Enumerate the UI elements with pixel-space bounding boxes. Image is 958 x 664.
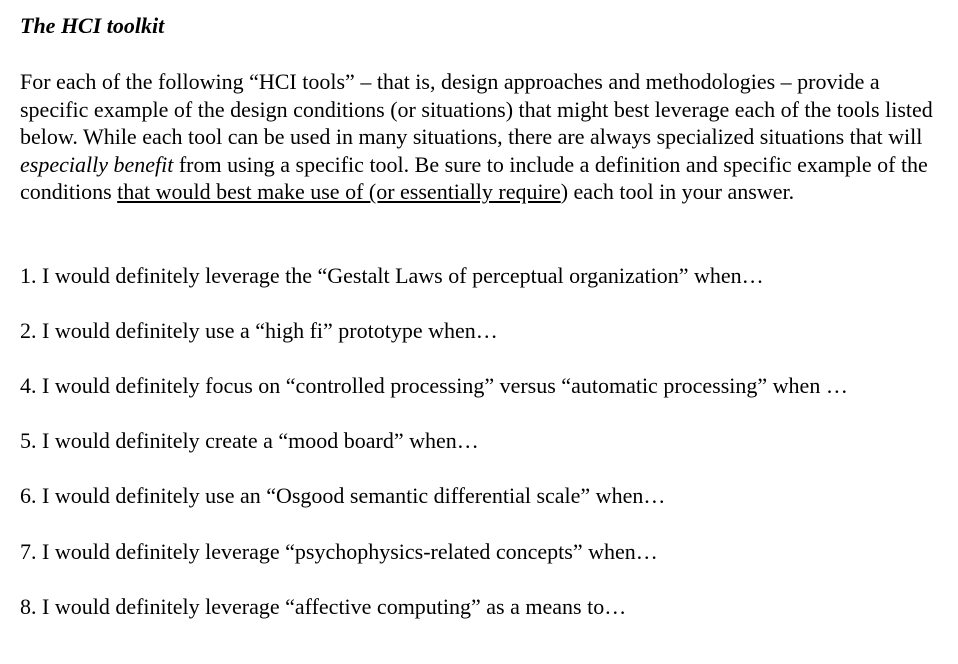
question-8: 8. I would definitely leverage “affective computing” as a means to… bbox=[20, 594, 627, 619]
question-7: 7. I would definitely leverage “psychophysics-related concepts” when… bbox=[20, 539, 658, 564]
intro-emphasis: especially benefit bbox=[20, 151, 174, 177]
intro-text-part3: ) each tool in your answer. bbox=[560, 179, 795, 205]
question-6: 6. I would definitely use an “Osgood semantic differential scale” when… bbox=[20, 483, 666, 508]
intro-text-part1: For each of the following “HCI tools” – that is, design approaches and methodologies – provide a specific example of the design conditions (or situations) that might best leverage each of the tools listed below. While each tool can be used in many situations, there are always specialized situations that will bbox=[20, 69, 933, 150]
question-1: 1. I would definitely leverage the “Gestalt Laws of perceptual organization” when… bbox=[20, 263, 764, 288]
question-4: 4. I would definitely focus on “controlled processing” versus “automatic processing” when … bbox=[20, 373, 848, 398]
intro-paragraph bbox=[20, 68, 950, 206]
question-5: 5. I would definitely create a “mood board” when… bbox=[20, 428, 479, 453]
question-2: 2. I would definitely use a “high fi” prototype when… bbox=[20, 318, 498, 343]
document-title: The HCI toolkit bbox=[20, 13, 165, 38]
intro-underlined: that would best make use of (or essentially require bbox=[117, 179, 561, 205]
intro-text-part2: from using a specific tool. Be sure to include a definition and specific example of the conditions bbox=[20, 151, 928, 205]
